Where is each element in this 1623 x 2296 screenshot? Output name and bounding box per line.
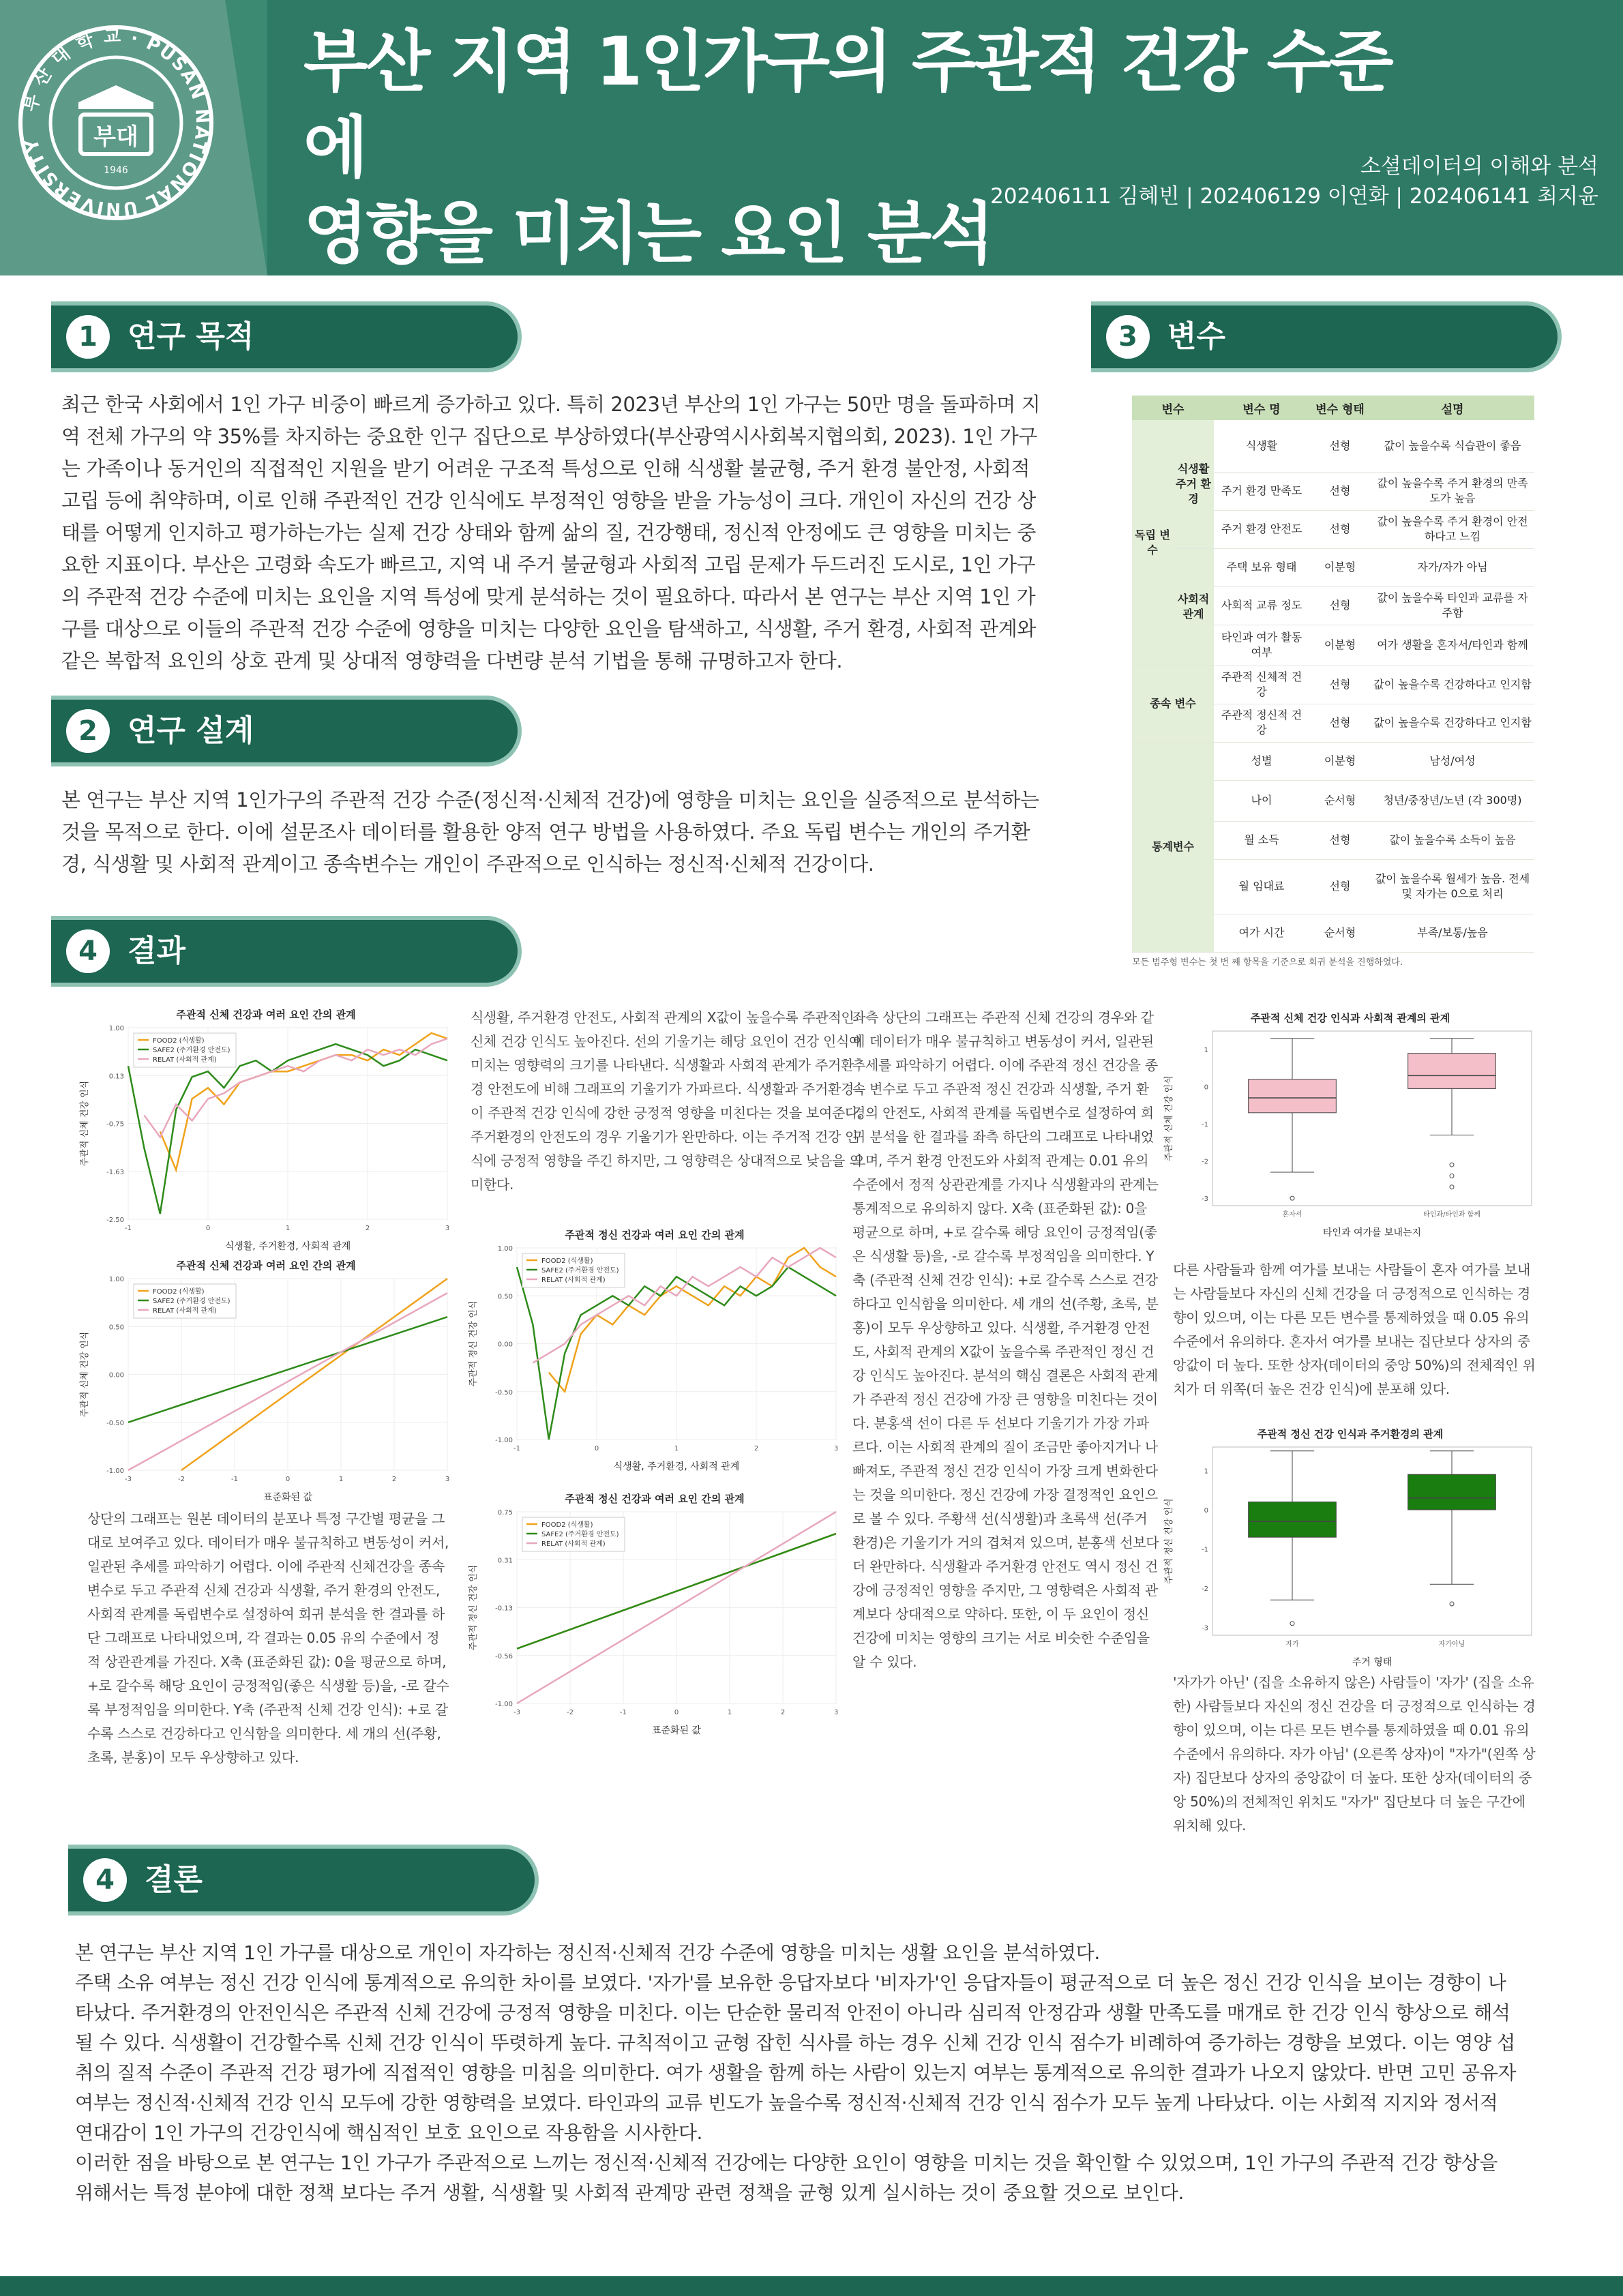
- author-list: 202406111 김혜빈 | 202406129 이연화 | 202406141 최지윤: [990, 184, 1598, 209]
- x-tick-label: 2: [754, 1445, 759, 1452]
- poster-title: [303, 19, 1408, 277]
- x-tick-label: 1: [338, 1476, 344, 1483]
- x-tick-label: 3: [833, 1445, 839, 1452]
- y-axis-label: 주관적 신체 건강 인식: [80, 1331, 90, 1418]
- results-text-col4b: '자가가 아닌' (집을 소유하지 않은) 사람들이 '자가' (집을 소유한) 사람들보다 자신의 정신 건강을 더 긍정적으로 인식하는 경향이 있으며, 이는 다른 모든 변수를 통제하였을 때 0.01 유의 수준에서 유의하다. 자가 아님' (오른쪽 상자)이 "자가"(왼쪽 상자) 집단보다 상자의 중앙값이 더 높다. 또한 상자(데이터의 중앙 50%)의 전체적인 위치도 "자가" 집단보다 더 높은 구간에 위치해 있다.: [1173, 1674, 1536, 1834]
- y-tick-label: -0.50: [106, 1419, 124, 1427]
- table-cell: 선형: [1309, 420, 1371, 472]
- x-tick-label: 3: [445, 1476, 450, 1483]
- y-tick-label: 0.50: [108, 1324, 124, 1332]
- results-text-col4a: 다른 사람들과 함께 여가를 보내는 사람들이 혼자 여가를 보내는 사람들보다 자신의 신체 건강을 더 긍정적으로 인식하는 경향이 있으며, 이는 다른 모든 변수를 통제하였을 때 0.05 유의 수준에서 유의하다. 혼자서 여가를 보내는 집단보다 상자의 중앙값이 더 높다. 또한 상자(데이터의 중앙 50%)의 전체적인 위치가 더 위쪽(더 높은 건강 인식)에 분포해 있다.: [1173, 1262, 1536, 1397]
- y-tick-label: -1.63: [106, 1168, 124, 1176]
- section-header-purpose: [51, 301, 522, 372]
- y-tick-label: 1.00: [108, 1025, 124, 1032]
- x-axis-label: 식생활, 주거환경, 사회적 관계: [224, 1241, 351, 1252]
- seal-ring-text: 부 산 대 학 교 · PUSAN NATIONAL UNIVERSITY: [20, 26, 213, 220]
- table-cell: 값이 높을수록 건강하다고 인지함: [1371, 666, 1534, 704]
- x-tick-label: 자가: [1285, 1641, 1299, 1648]
- y-tick-label: -2: [1202, 1158, 1208, 1166]
- results-text-col1: 상단의 그래프는 원본 데이터의 분포나 특정 구간별 평균을 그대로 보여주고 있다. 데이터가 매우 불규칙하고 변동성이 커서, 일관된 추세를 파악하기 어렵다. 이에 주관적 신체건강을 종속 변수로 두고 주관적 신체 건강과 식생활, 주거 환경의 안전도, 사회적 관계를 독립변수로 설정하여 회귀 분석을 한 결과를 하단 그래프로 나타내었으며, 각 결과는 0.05 유의 수준에서 정적 상관관계를 가진다. X축 (표준화된 값): 0을 평균으로 하며, +로 갈수록 해당 요인이 긍정적임(좋은 식생활 등)을, -로 갈수록 부정적임을 의미한다. Y축 (주관적 신체 건강 인식): +로 갈수록 스스로 건강하다고 인식함을 의미한다. 세 개의 선(주황, 초록, 분홍)이 모두 우상향하고 있다.: [87, 1510, 449, 1765]
- table-row: [1132, 742, 1534, 780]
- legend-label: SAFE2 (주거환경 안전도): [541, 1531, 619, 1538]
- x-tick-label: 0: [594, 1445, 599, 1452]
- chart-physical-box: [1159, 1009, 1541, 1241]
- legend-label: FOOD2 (식생활): [153, 1288, 205, 1296]
- x-tick-label: -2: [178, 1476, 185, 1483]
- y-axis-label: 주관적 정신 건강 인식: [1164, 1498, 1174, 1584]
- course-name: 소셜데이터의 이해와 분석: [1360, 154, 1598, 179]
- table-cell: 값이 높을수록 식습관이 좋음: [1371, 420, 1534, 472]
- conclusion-text: [75, 1938, 1521, 2208]
- table-cell: 성별: [1214, 742, 1309, 780]
- legend-label: RELAT (사회적 관계): [541, 1277, 606, 1284]
- group-independent: 독립 변수: [1132, 420, 1173, 666]
- y-tick-label: -3: [1202, 1624, 1208, 1632]
- table-cell: 순서형: [1309, 914, 1371, 952]
- table-row: [1132, 666, 1534, 704]
- y-tick-label: 0.00: [108, 1371, 124, 1380]
- table-cell: 선형: [1309, 704, 1371, 742]
- x-tick-label: -1: [231, 1476, 238, 1483]
- y-tick-label: -1: [1202, 1546, 1208, 1554]
- x-tick-label: -3: [125, 1476, 132, 1483]
- x-tick-label: 3: [833, 1709, 839, 1716]
- y-tick-label: 1.00: [108, 1276, 124, 1283]
- table-cell: 주거 환경 안전도: [1214, 510, 1309, 548]
- chart-mental-raw: [464, 1226, 846, 1475]
- section-number: 2: [66, 709, 110, 753]
- table-cell: 주택 보유 형태: [1214, 548, 1309, 586]
- table-cell: 선형: [1309, 472, 1371, 510]
- table-cell: 선형: [1309, 510, 1371, 548]
- y-axis-label: 주관적 신체 건강 인식: [80, 1080, 90, 1167]
- chart-mental-box: [1159, 1425, 1541, 1671]
- y-tick-label: -0.56: [495, 1652, 513, 1660]
- x-axis-label: 표준화된 값: [263, 1492, 313, 1503]
- table-cell: 남성/여성: [1371, 742, 1534, 780]
- y-tick-label: -1.00: [495, 1437, 513, 1444]
- section-header-conclusion: [68, 1845, 539, 1915]
- x-tick-label: -3: [513, 1709, 520, 1716]
- y-tick-label: -1.00: [106, 1467, 124, 1475]
- legend-label: SAFE2 (주거환경 안전도): [541, 1267, 619, 1274]
- purpose-text: 최근 한국 사회에서 1인 가구 비중이 빠르게 증가하고 있다. 특히 2023년 부산의 1인 가구는 50만 명을 돌파하며 지역 전체 가구의 약 35%를 차지하는 중요한 인구 집단으로 부상하였다(부산광역시사회복지협의회, 2023). 1인 가구는 가족이나 동거인의 직접적인 지원을 받기 어려운 구조적 특성으로 인해 식생활 불균형, 주거 환경 불안정, 사회적 고립 등에 취약하며, 이로 인해 주관적인 건강 인식에도 부정적인 영향을 받을 가능성이 크다. 개인이 자신의 건강 상태를 어떻게 인지하고 평가하는가는 실제 건강 상태와 함께 삶의 질, 건강행태, 정신적 안정에도 큰 영향을 미치는 중요한 지표이다. 부산은 고령화 속도가 빠르고, 지역 내 주거 불균형과 사회적 고립 문제가 두드러진 도시로, 1인 가구의 주관적 건강 수준에 미치는 요인을 지역 특성에 맞게 분석하는 것이 필요하다. 따라서 본 연구는 부산 지역 1인 가구를 대상으로 이들의 주관적 건강 수준에 영향을 미치는 다양한 요인을 탐색하고, 식생활, 주거 환경, 사회적 관계와 같은 복합적 요인의 상호 관계 및 상대적 영향력을 다변량 분석 기법을 통해 규명하고자 한다.: [61, 393, 1041, 672]
- table-cell: 여가 시간: [1214, 914, 1309, 952]
- section-number: 3: [1106, 315, 1150, 359]
- section-number: 4: [66, 929, 110, 973]
- box-body: [1249, 1502, 1337, 1538]
- table-header: 설명: [1371, 396, 1534, 420]
- y-tick-label: -1: [1202, 1121, 1208, 1129]
- y-axis-label: 주관적 정신 건강 인식: [468, 1564, 479, 1651]
- table-row: [1132, 548, 1534, 586]
- x-tick-label: 2: [780, 1709, 786, 1716]
- table-cell: 주관적 정신적 건강: [1214, 704, 1309, 742]
- table-cell: 선형: [1309, 586, 1371, 625]
- table-cell: 순서형: [1309, 780, 1371, 821]
- results-text-col2: 식생활, 주거환경 안전도, 사회적 관계의 X값이 높을수록 주관적인 신체 건강 인식도 높아진다. 선의 기울기는 해당 요인이 건강 인식에 미치는 영향력의 크기를 나타낸다. 식생활과 사회적 관계가 주거환경 안전도에 비해 그래프의 기울기가 가파르다. 식생활과 주거환경이 주관적 건강 인식에 강한 긍정적 영향을 미친다는 것을 보여준다. 주거환경의 안전도의 경우 기울기가 완만하다. 이는 주거적 건강 인식에 긍정적 영향을 주긴 하지만, 그 영향력은 상대적으로 낮음을 의미한다.: [471, 1009, 863, 1193]
- x-tick-label: 혼자서: [1282, 1211, 1302, 1219]
- table-cell: 주관적 신체적 건강: [1214, 666, 1309, 704]
- table-cell: 여가 생활을 혼자서/타인과 함께: [1371, 625, 1534, 666]
- table-cell: 월 소득: [1214, 821, 1309, 859]
- y-tick-label: 0: [1204, 1507, 1208, 1515]
- table-cell: 이분형: [1309, 625, 1371, 666]
- chart-physical-raw: [75, 1006, 457, 1255]
- table-cell: 타인과 여가 활동 여부: [1214, 625, 1309, 666]
- section-header-results: [51, 916, 522, 987]
- x-tick-label: 0: [285, 1476, 291, 1483]
- x-axis-label: 식생활, 주거환경, 사회적 관계: [613, 1461, 740, 1472]
- svg-text:부대: 부대: [93, 123, 138, 151]
- x-axis-label: 표준화된 값: [651, 1725, 702, 1736]
- table-cell: 선형: [1309, 666, 1371, 704]
- chart-title: 주관적 신체 건강과 여러 요인 간의 관계: [176, 1009, 356, 1021]
- table-cell: 청년/중장년/노년 (각 300명): [1371, 780, 1534, 821]
- legend-label: SAFE2 (주거환경 안전도): [153, 1047, 230, 1054]
- y-tick-label: -2.50: [106, 1217, 124, 1224]
- table-cell: 값이 높을수록 건강하다고 인지함: [1371, 704, 1534, 742]
- chart-title: 주관적 신체 건강과 여러 요인 간의 관계: [176, 1259, 356, 1272]
- x-tick-label: 1: [285, 1225, 291, 1232]
- y-tick-label: -0.75: [106, 1120, 124, 1129]
- seal-year: 1946: [104, 165, 128, 176]
- conclusion-paragraph: 이러한 점을 바탕으로 본 연구는 1인 가구가 주관적으로 느끼는 정신적·신체적 건강에는 다양한 요인이 영향을 미치는 것을 확인할 수 있었으며, 1인 가구의 주관적 건강 향상을 위해서는 특정 분야에 대한 정책 보다는 주거 생활, 식생활 및 사회적 관계망 관련 정책을 균형 있게 실시하는 것이 중요할 것으로 보인다.: [75, 2151, 1498, 2204]
- group-dependent: 종속 변수: [1132, 666, 1214, 742]
- y-tick-label: 1.00: [497, 1245, 513, 1253]
- box-body: [1408, 1054, 1496, 1089]
- table-cell: 값이 높을수록 주거 환경이 안전하다고 느낌: [1371, 510, 1534, 548]
- y-tick-label: -0.13: [495, 1605, 513, 1613]
- y-tick-label: 1: [1204, 1047, 1208, 1055]
- legend-label: RELAT (사회적 관계): [153, 1307, 217, 1315]
- x-tick-label: -1: [513, 1445, 520, 1452]
- y-tick-label: 0.50: [497, 1293, 513, 1301]
- table-note: 모든 범주형 변수는 첫 번 째 항목을 기준으로 회귀 분석을 진행하였다.: [1132, 957, 1403, 968]
- legend-label: SAFE2 (주거환경 안전도): [153, 1298, 230, 1305]
- y-tick-label: 0.75: [497, 1509, 513, 1517]
- y-tick-label: 0.13: [108, 1073, 124, 1081]
- table-cell: 값이 높을수록 월세가 높음. 전세 및 자가는 0으로 처리: [1371, 859, 1534, 914]
- legend-label: FOOD2 (식생활): [541, 1521, 593, 1529]
- y-tick-label: -3: [1202, 1195, 1208, 1204]
- section-title: 연구 설계: [128, 713, 254, 748]
- table-cell: 나이: [1214, 780, 1309, 821]
- x-tick-label: 2: [365, 1225, 370, 1232]
- table-cell: 부족/보통/높음: [1371, 914, 1534, 952]
- y-tick-label: -1.00: [495, 1701, 513, 1708]
- section-title: 변수: [1167, 319, 1226, 354]
- section-title: 결론: [145, 1862, 203, 1897]
- box-body: [1249, 1079, 1337, 1113]
- table-row: [1132, 420, 1534, 472]
- design-text: 본 연구는 부산 지역 1인가구의 주관적 건강 수준(정신적·신체적 건강)에 영향을 미치는 요인을 실증적으로 분석하는 것을 목적으로 한다. 이에 설문조사 데이터를 활용한 양적 연구 방법을 사용하였다. 주요 독립 변수는 개인의 주거환경, 식생활 및 사회적 관계이고 종속변수는 개인이 주관적으로 인식하는 정신적·신체적 건강이다.: [61, 788, 1039, 876]
- legend-label: FOOD2 (식생활): [541, 1257, 593, 1265]
- table-cell: 값이 높을수록 주거 환경의 만족도가 높음: [1371, 472, 1534, 510]
- box-body: [1408, 1474, 1496, 1510]
- x-tick-label: 1: [727, 1709, 732, 1716]
- y-axis-label: 주관적 신체 건강 인식: [1164, 1075, 1174, 1161]
- chart-title: 주관적 정신 건강과 여러 요인 간의 관계: [565, 1229, 745, 1241]
- variable-table: [1132, 396, 1534, 953]
- table-cell: 식생활: [1214, 420, 1309, 472]
- table-header: 변수: [1132, 396, 1214, 420]
- title-line-1: 부산 지역 1인가구의 주관적 건강 수준에: [303, 23, 1392, 187]
- x-axis-label: 주거 형태: [1352, 1657, 1393, 1668]
- y-tick-label: -2: [1202, 1585, 1208, 1593]
- footer-bar: [0, 2276, 1623, 2296]
- table-header-row: [1132, 396, 1534, 420]
- section-header-variables: [1091, 301, 1562, 372]
- legend-label: RELAT (사회적 관계): [541, 1540, 606, 1548]
- subgroup-social: 사회적 관계: [1173, 548, 1214, 666]
- university-seal-icon: [14, 20, 218, 225]
- legend-label: RELAT (사회적 관계): [153, 1056, 217, 1064]
- conclusion-paragraph: 주택 소유 여부는 정신 건강 인식에 통계적으로 유의한 차이를 보였다. '자가'를 보유한 응답자보다 '비자가'인 응답자들이 평균적으로 더 높은 정신 건강 인식을 보이는 경향이 나타났다. 주거환경의 안전인식은 주관적 신체 건강에 긍정적 영향을 미친다. 이는 단순한 물리적 안전이 아니라 심리적 안정감과 생활 만족도를 매개로 한 건강 인식 향상으로 해석될 수 있다. 식생활이 건강할수록 신체 건강 인식이 뚜렷하게 높다. 규칙적이고 균형 잡힌 식사를 하는 경우 신체 건강 인식 점수가 비례하여 증가하는 경향을 보였다. 이는 영양 섭취의 질적 수준이 주관적 건강 평가에 직접적인 영향을 미침을 의미한다. 여가 생활을 함께 하는 사람이 있는지 여부는 통계적으로 유의한 결과가 나오지 않았다. 반면 고민 공유자 여부는 정신적·신체적 건강 인식 모두에 강한 영향력을 보였다. 타인과의 교류 빈도가 높을수록 정신적·신체적 건강 인식 점수가 모두 높게 나타났다. 이는 사회적 지지와 정서적 연대감이 1인 가구의 건강인식에 핵심적인 보호 요인으로 작용함을 시사한다.: [75, 1971, 1517, 2144]
- y-tick-label: 0: [1204, 1084, 1208, 1092]
- y-tick-label: 0.00: [497, 1341, 513, 1349]
- x-axis-label: 타인과 여가를 보내는지: [1322, 1227, 1422, 1238]
- section-title: 연구 목적: [128, 319, 254, 354]
- chart-title: 주관적 정신 건강 인식과 주거환경의 관계: [1257, 1428, 1444, 1440]
- y-tick-label: 1: [1204, 1467, 1208, 1476]
- section-number: 1: [66, 315, 110, 359]
- table-cell: 자가/자가 아님: [1371, 548, 1534, 586]
- x-tick-label: 2: [391, 1476, 397, 1483]
- y-axis-label: 주관적 정신 건강 인식: [468, 1300, 479, 1387]
- x-tick-label: 자가아님: [1438, 1641, 1465, 1648]
- group-control: 통계변수: [1132, 742, 1214, 952]
- section-title: 결과: [128, 934, 186, 968]
- chart-title: 주관적 정신 건강과 여러 요인 간의 관계: [565, 1493, 745, 1505]
- x-tick-label: -2: [567, 1709, 574, 1716]
- table-cell: 선형: [1309, 859, 1371, 914]
- x-tick-label: 1: [674, 1445, 679, 1452]
- table-header: 변수 명: [1214, 396, 1309, 420]
- section-header-design: [51, 696, 522, 766]
- title-line-2: 영향을 미치는 요인 분석: [303, 195, 993, 273]
- x-tick-label: 3: [445, 1225, 450, 1232]
- legend-label: FOOD2 (식생활): [153, 1037, 205, 1045]
- table-cell: 주거 환경 만족도: [1214, 472, 1309, 510]
- x-tick-label: -1: [620, 1709, 627, 1716]
- x-tick-label: 0: [674, 1709, 679, 1716]
- table-cell: 사회적 교류 정도: [1214, 586, 1309, 625]
- x-tick-label: 0: [205, 1225, 211, 1232]
- table-cell: 선형: [1309, 821, 1371, 859]
- conclusion-paragraph: 본 연구는 부산 지역 1인 가구를 대상으로 개인이 자각하는 정신적·신체적 건강 수준에 영향을 미치는 생활 요인을 분석하였다.: [75, 1941, 1100, 1964]
- table-cell: 이분형: [1309, 548, 1371, 586]
- results-text-col3: 좌측 상단의 그래프는 주관적 신체 건강의 경우와 같이 데이터가 매우 불규칙하고 변동성이 커서, 일관된 추세를 파악하기 어렵다. 이에 주관적 정신 건강을 종속 변수로 두고 주관적 정신 건강과 식생활, 주거 환경의 안전도, 사회적 관계를 독립변수로 설정하여 회귀 분석을 한 결과를 좌측 하단의 그래프로 나타내었으며, 주거 환경 안전도와 사회적 관계는 0.01 유의 수준에서 정적 상관관계를 가지나 식생활과의 관계는 통계적으로 유의하지 않다. X축 (표준화된 값): 0을 평균으로 하며, +로 갈수록 해당 요인이 긍정적임(좋은 식생활 등)을, -로 갈수록 부정적임을 의미한다. Y축 (주관적 신체 건강 인식): +로 갈수록 스스로 건강하다고 인식함을 의미한다. 세 개의 선(주황, 초록, 분홍)이 모두 우상향하고 있다. 식생활, 주거환경 안전도, 사회적 관계의 X값이 높을수록 주관적인 정신 건강 인식도 높아진다. 분석의 핵심 결론은 사회적 관계가 주관적 정신 건강에 가장 큰 영향을 미친다는 것이다. 분홍색 선이 다른 두 선보다 기울기가 가장 가파르다. 이는 사회적 관계의 질이 조금만 좋아지거나 나빠져도, 주관적 정신 건강 인식이 가장 크게 변화한다는 것을 의미한다. 정신 건강에 가장 결정적인 요인으로 볼 수 있다. 주황색 선(식생활)과 초록색 선(주거환경)은 기울기가 거의 겹쳐져 있으며, 분홍색 선보다 더 완만하다. 식생활과 주거환경 안전도 역시 정신 건강에 긍정적인 영향을 주지만, 그 영향력은 사회적 관계보다 상대적으로 약하다. 또한, 이 두 요인이 정신 건강에 미치는 영향의 크기는 서로 비슷한 수준임을 알 수 있다.: [852, 1009, 1159, 1670]
- chart-physical-regression: [75, 1257, 457, 1506]
- subgroup-diet-housing: 식생활 주거 환경: [1173, 420, 1214, 548]
- x-tick-label: -1: [125, 1225, 132, 1232]
- table-cell: 값이 높을수록 소득이 높음: [1371, 821, 1534, 859]
- x-tick-label: 타인과/타인과 함께: [1423, 1211, 1480, 1219]
- y-tick-label: 0.31: [497, 1557, 513, 1565]
- section-number: 4: [83, 1858, 127, 1902]
- table-header: 변수 형태: [1309, 396, 1371, 420]
- table-cell: 월 임대료: [1214, 859, 1309, 914]
- chart-mental-regression: [464, 1490, 846, 1739]
- chart-title: 주관적 신체 건강 인식과 사회적 관계의 관계: [1250, 1012, 1450, 1024]
- y-tick-label: -0.50: [495, 1388, 513, 1397]
- table-cell: 값이 높을수록 타인과 교류를 자주함: [1371, 586, 1534, 625]
- table-cell: 이분형: [1309, 742, 1371, 780]
